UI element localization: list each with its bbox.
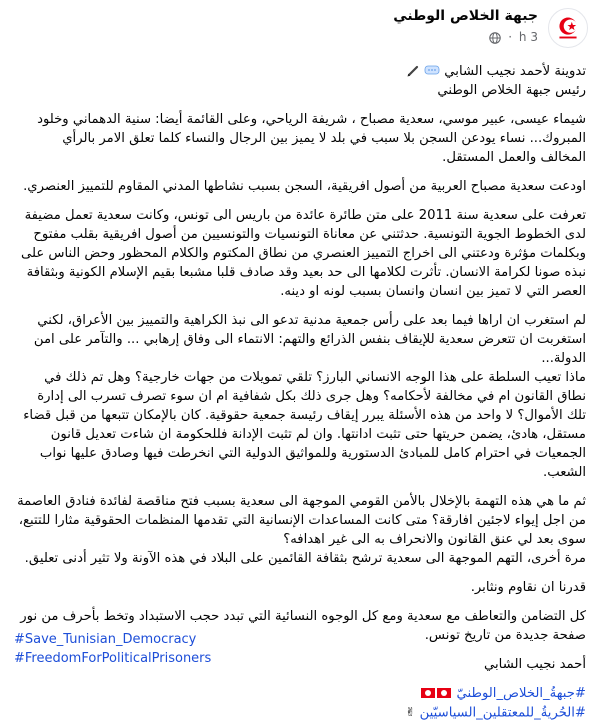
post-paragraph-9: كل التضامن والتعاطف مع سعدية ومع كل الوجوه النسائية التي تبدد حجب الاستبداد وتخط بأحرف من نور صفحة جديدة من تاريخ تونس.	[20, 609, 586, 643]
hashtag-salvation-front[interactable]: #جبهةُ_الخلاص_الوطنيّ	[456, 686, 586, 701]
post-header	[0, 0, 600, 56]
meta-separator: ·	[508, 30, 513, 44]
post-subtitle: رئيس جبهة الخلاص الوطني	[437, 83, 586, 98]
hashtag-line-1	[14, 684, 586, 703]
post-paragraph-7: مرة أخرى، التهم الموجهة الى سعدية ترشح بثقافة القائمين على البلاد في هذه الآونة ولا تثير أدنى تعليق.	[24, 551, 586, 566]
post-paragraph-8: قدرنا ان نقاوم ونثابر.	[470, 580, 586, 595]
post-paragraph-6: ثم ما هي هذه التهمة بالإخلال بالأمن القومي الموجهة الى سعدية بسبب فتح مناقصة لفائدة فنادق العاصمة من اجل إيواء لاجئين افارقة؟ متى كانت المساعدات الإنسانية التي تقدمها المنظمات الحقوقية مثارا للتتبع، سوى بعد لي عنق القانون والانحراف به الى غير اهدافه؟	[17, 494, 586, 547]
post-paragraph-1: شيماء عيسى، عبير موسي، سعدية مصباح ، شريفة الرياحي، وعلى القائمة أيضا: سنية الدهماني وخلود المبروك... نساء يودعن السجن بلا سبب في بلد لا يميز بين الرجال والنساء كلما تعلق الامر بالرأي المخالف والعمل المستقل.	[37, 112, 586, 165]
tunisia-flag-icon	[437, 688, 451, 698]
post-paragraph-4: لم استغرب ان اراها فيما بعد على رأس جمعية مدنية تدعو الى نبذ الكراهية والتمييز بين الأعراق، لكني استغربت ان تتعرض سعدية للإيقاف بنفس الذرائع والتهم: الانتماء الى وفاق إرهابي ... والتآمر على امن الدولة...	[33, 313, 586, 366]
avatar[interactable]	[548, 8, 588, 48]
post-paragraph-3: تعرفت على سعدية سنة 2011 على متن طائرة عائدة من باريس الى تونس، وكانت سعدية تعمل مضيفة لدى الخطوط الجوية التونسية. حدثتني عن معاناة التونسيات والتونسيين من أصول افريقية بقلب مفتوح وبكلمات مؤثرة ودعتني الى اخراج التمييز العنصري من نطاق المكتوم والكلام المحظور وحض الناس على نبذه صونا لكرامة الانسان. تأثرت لكلامها الى حد بعيد وقد صادف قلبا مشبعا بقيم الإسلام الكونية وبثقافة العصر التي لا تميز بين انسان وانسان بسبب لونه او دينه.	[21, 208, 586, 299]
page-name[interactable]: جبهة الخلاص الوطني	[393, 8, 538, 24]
hashtag-line-2	[14, 703, 586, 723]
post-body	[14, 62, 586, 723]
english-hashtags	[14, 630, 211, 668]
post-paragraph-5: ماذا تعيب السلطة على هذا الوجه الانساني البارز؟ تلقي تمويلات من جهات خارجية؟ وهل تم ذلك في نطاق القانون ام في مخالفة لأحكامه؟ وهل جرى ذلك بكل شفافية ام ان سوء تصرف تسرب الى إدارة تلك الأموال؟ لا واحد من هذه الأسئلة يبرر إيقاف رئيسة جمعية حقوقية. كان بالإمكان تتبعها من قبل قضاء مستقل، هادئ، يضمن حريتها حتى تثبت ادانتها. وان لم تثبت الإدانة فللحكومة ان شاءت تعديل قانون الجمعيات في احترام كامل للمبادئ الدستورية وللمواثيق الدولية التي انخرطت فيها وصادق عليها نواب الشعب.	[23, 370, 586, 480]
post-paragraph-2: اودعت سعدية مصباح العربية من أصول افريقية، السجن بسبب نشاطها المدني المقاوم للتمييز العنصري.	[23, 179, 586, 194]
red-star-crescent-logo-icon	[549, 9, 587, 47]
post-time[interactable]: 3 h	[518, 30, 538, 44]
globe-icon[interactable]	[489, 32, 501, 44]
post-signature: أحمد نجيب الشابي	[484, 657, 586, 672]
victory-hand-icon: ✌	[405, 705, 416, 719]
post-meta	[489, 30, 538, 44]
tunisia-flag-icon	[421, 688, 435, 698]
pencil-icon	[406, 64, 420, 78]
speech-bubble-icon	[424, 65, 440, 77]
hashtag-freedom-for-political-prisoners[interactable]: #FreedomForPoliticalPrisoners	[14, 651, 212, 666]
post-title: تدوينة لأحمد نجيب الشابي	[444, 64, 586, 79]
hashtag-freedom-detainees[interactable]: #الحُريةُ_للمعتقلين_السياسيّين	[419, 705, 586, 721]
post-title-line	[14, 62, 586, 81]
hashtag-save-tunisian-democracy[interactable]: #Save_Tunisian_Democracy	[14, 632, 197, 647]
